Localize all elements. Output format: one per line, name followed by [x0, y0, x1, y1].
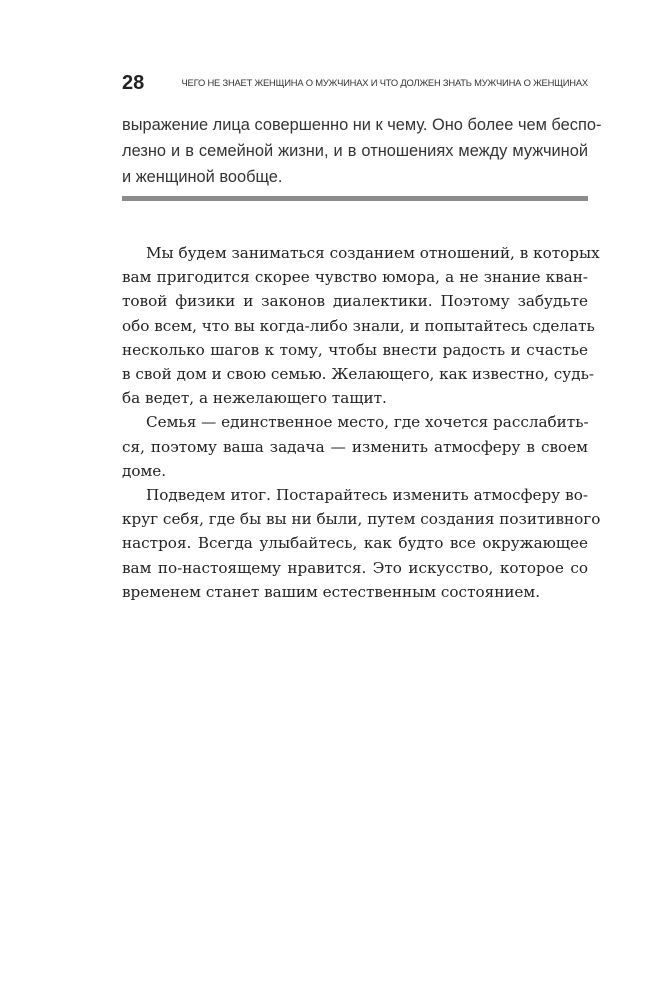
paragraph [122, 241, 600, 410]
sidebar-line: выражение лица совершенно ни к чему. Оно более чем беспо- [122, 116, 602, 134]
paragraph [122, 483, 601, 604]
running-title: ЧЕГО НЕ ЗНАЕТ ЖЕНЩИНА О МУЖЧИНАХ И ЧТО ДОЛЖЕН ЗНАТЬ МУЖЧИНА О ЖЕНЩИНАХ [181, 77, 588, 88]
page-header [122, 70, 588, 98]
text-line: Семья — единственное место, где хочется расслабить- [146, 413, 589, 432]
text-line: ся, поэтому ваша задача — изменить атмосферу в своем [122, 437, 588, 456]
section-divider [122, 196, 588, 201]
text-line: настроя. Всегда улыбайтесь, как будто все окружающее [122, 534, 588, 553]
text-line: круг себя, где бы вы ни были, путем создания позитивного [122, 510, 601, 529]
text-line: Мы будем заниматься созданием отношений, в которых [146, 244, 600, 262]
text-line: вам пригодится скорее чувство юмора, а не знание кван- [122, 268, 588, 287]
sidebar-line: и женщиной вообще. [122, 168, 283, 186]
text-line: товой физики и законов диалектики. Поэтому забудьте [122, 292, 588, 311]
sidebar-line: лезно и в семейной жизни, и в отношениях между мужчиной [122, 142, 588, 160]
text-line: вам по-настоящему нравится. Это искусство, которое со [122, 558, 588, 577]
text-line: несколько шагов к тому, чтобы внести радость и счастье [122, 340, 588, 359]
text-line: Подведем итог. Постарайтесь изменить атмосферу во- [146, 486, 588, 505]
text-line: ба ведет, а нежелающего тащит. [122, 389, 387, 408]
paragraph [122, 410, 588, 483]
text-line: в свой дом и свою семью. Желающего, как известно, судь- [122, 365, 594, 384]
text-line: доме. [122, 461, 167, 480]
page-number: 28 [122, 72, 145, 94]
sidebar-note [122, 112, 602, 190]
main-text [122, 241, 601, 604]
text-line: обо всем, что вы когда-либо знали, и попытайтесь сделать [122, 316, 595, 335]
text-line: временем станет вашим естественным состоянием. [122, 582, 541, 601]
